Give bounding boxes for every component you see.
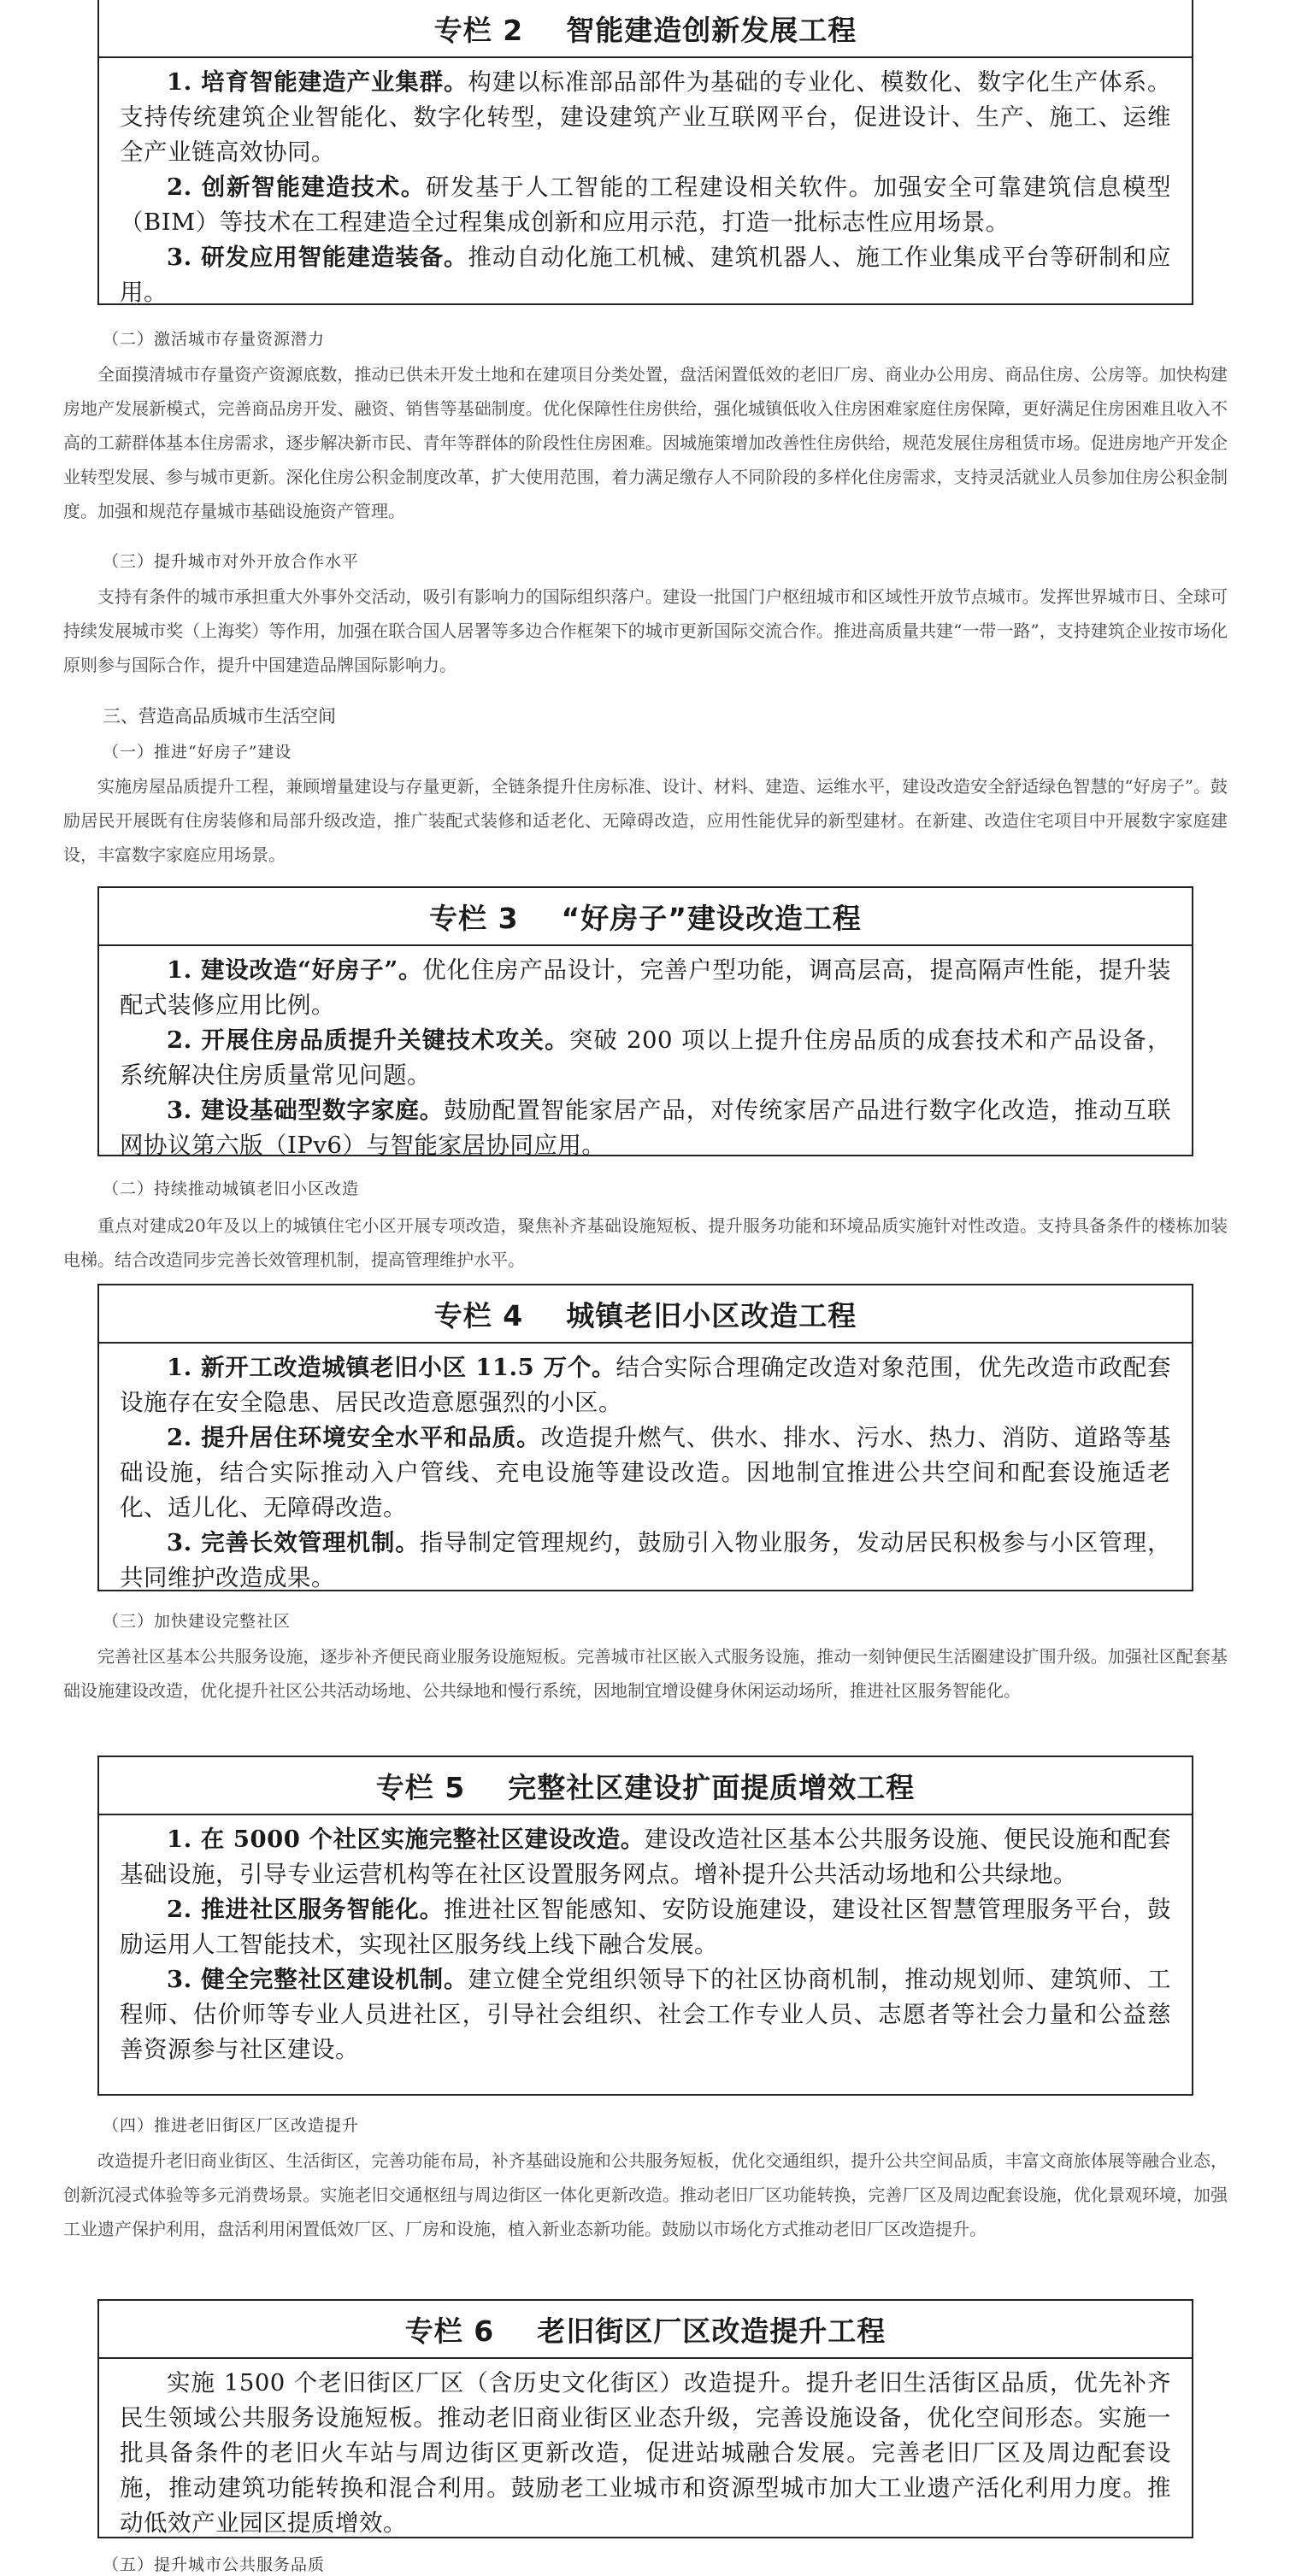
subsection-heading: （四）推进老旧街区厂区改造提升: [103, 2116, 360, 2135]
body-paragraph: 完善社区基本公共服务设施，逐步补齐便民商业服务设施短板。完善城市社区嵌入式服务设施，推动一刻钟便民生活圈建设扩围升级。加强社区配套基础设施建设改造，优化提升社区公共活动场地、公共绿地和慢行系统，因地制宜增设健身休闲运动场所，推进社区服务智能化。: [63, 1646, 1228, 1701]
body-paragraph: 支持有条件的城市承担重大外事外交活动，吸引有影响力的国际组织落户。建设一批国门户枢纽城市和区域性开放节点城市。发挥世界城市日、全球可持续发展城市奖（上海奖）等作用，加强在联合国人居署等多边合作框架下的城市更新国际交流合作。推进高质量共建“一带一路”，支持建筑企业按市场化原则参与国际合作，提升中国建造品牌国际影响力。: [63, 586, 1228, 675]
feature-box-2: [97, 0, 1193, 305]
box-title: 专栏 5 完整社区建设扩面提质增效工程: [99, 1757, 1192, 1815]
box-title: 专栏 4 城镇老旧小区改造工程: [99, 1285, 1192, 1344]
box-body: [99, 1344, 1192, 1604]
body-paragraph: 改造提升老旧商业街区、生活街区，完善功能布局，补齐基础设施和公共服务短板，优化交通组织，提升公共空间品质，丰富文商旅体展等融合业态，创新沉浸式体验等多元消费场景。实施老旧交通枢纽与周边街区一体化更新改造。推动老旧厂区功能转换，完善厂区及周边配套设施，优化景观环境，加强工业遗产保护利用，盘活利用闲置低效厂区、厂房和设施，植入新业态新功能。鼓励以市场化方式推动老旧厂区改造提升。: [63, 2150, 1228, 2239]
box-item: 实施 1500 个老旧街区厂区（含历史文化街区）改造提升。提升老旧生活街区品质，优先补齐民生领域公共服务设施短板。推动老旧商业街区业态升级，完善设施设备，优化空间形态。实施一批具备条件的老旧火车站与周边街区更新改造，促进站城融合发展。完善老旧厂区及周边配套设施，推动建筑功能转换和混合利用。鼓励老工业城市和资源型城市加大工业遗产活化利用力度。推动低效产业园区提质增效。: [120, 2369, 1171, 2537]
feature-box-5: [97, 1756, 1193, 2096]
box-item: 2. 推进社区服务智能化。推进社区智能感知、安防设施建设，建设社区智慧管理服务平台，鼓励运用人工智能技术，实现社区服务线上线下融合发展。: [120, 1896, 1171, 1958]
box-body: [99, 2359, 1192, 2550]
box-item: 3. 健全完整社区建设机制。建立健全党组织领导下的社区协商机制，推动规划师、建筑师、工程师、估价师等专业人员进社区，引导社会组织、社会工作专业人员、志愿者等社会力量和公益慈善资源参与社区建设。: [120, 1966, 1171, 2063]
box-item: 1. 新开工改造城镇老旧小区 11.5 万个。结合实际合理确定改造对象范围，优先改造市政配套设施存在安全隐患、居民改造意愿强烈的小区。: [120, 1354, 1171, 1416]
body-paragraph: 全面摸清城市存量资产资源底数，推动已供未开发土地和在建项目分类处置，盘活闲置低效的老旧厂房、商业办公用房、商品住房、公房等。加快构建房地产发展新模式，完善商品房开发、融资、销售等基础制度。优化保障性住房供给，强化城镇低收入住房困难家庭住房保障，更好满足住房困难且收入不高的工薪群体基本住房需求，逐步解决新市民、青年等群体的阶段性住房困难。因城施策增加改善性住房供给，规范发展住房租赁市场。促进房地产开发企业转型发展、参与城市更新。深化住房公积金制度改革，扩大使用范围，着力满足缴存人不同阶段的多样化住房需求，支持灵活就业人员参加住房公积金制度。加强和规范存量城市基础设施资产管理。: [63, 364, 1228, 521]
body-paragraph: 实施房屋品质提升工程，兼顾增量建设与存量更新，全链条提升住房标准、设计、材料、建造、运维水平，建设改造安全舒适绿色智慧的“好房子”。鼓励居民开展既有住房装修和局部升级改造，推广装配式装修和适老化、无障碍改造，应用性能优异的新型建材。在新建、改造住宅项目中开展数字家庭建设，丰富数字家庭应用场景。: [63, 776, 1228, 865]
box-item: 3. 研发应用智能建造装备。推动自动化施工机械、建筑机器人、施工作业集成平台等研制和应用。: [120, 244, 1171, 306]
box-item: 1. 建设改造“好房子”。优化住房产品设计，完善户型功能，调高层高，提高隔声性能，提升装配式装修应用比例。: [120, 956, 1172, 1019]
subsection-heading: （一）推进“好房子”建设: [103, 743, 292, 762]
box-body: [99, 1815, 1192, 2076]
box-item: 1. 在 5000 个社区实施完整社区建设改造。建设改造社区基本公共服务设施、便民设施和配套基础设施，引导专业运营机构等在社区设置服务网点。增补提升公共活动场地和公共绿地。: [120, 1826, 1172, 1888]
box-body: [99, 58, 1192, 319]
box-item: 3. 建设基础型数字家庭。鼓励配置智能家居产品，对传统家居产品进行数字化改造，推动互联网协议第六版（IPv6）与智能家居协同应用。: [120, 1097, 1171, 1159]
box-title: 专栏 3 “好房子”建设改造工程: [99, 888, 1192, 946]
feature-box-3: [97, 886, 1193, 1159]
box-item: 1. 培育智能建造产业集群。构建以标准部品部件为基础的专业化、模数化、数字化生产体系。支持传统建筑企业智能化、数字化转型，建设建筑产业互联网平台，促进设计、生产、施工、运维全产业链高效协同。: [120, 68, 1171, 166]
feature-box-4: [97, 1284, 1193, 1591]
feature-box-6: [97, 2299, 1193, 2538]
subsection-heading: （二）持续推动城镇老旧小区改造: [103, 1179, 360, 1198]
box-item: 3. 完善长效管理机制。指导制定管理规约，鼓励引入物业服务，发动居民积极参与小区管理，共同维护改造成果。: [120, 1529, 1171, 1591]
box-title: 专栏 2 智能建造创新发展工程: [99, 0, 1192, 58]
subsection-heading: （三）加快建设完整社区: [103, 1612, 292, 1631]
box-item: 2. 开展住房品质提升关键技术攻关。突破 200 项以上提升住房品质的成套技术和产品设备，系统解决住房质量常见问题。: [120, 1026, 1171, 1089]
subsection-heading: （二）激活城市存量资源潜力: [103, 330, 326, 349]
box-item: 2. 创新智能建造技术。研发基于人工智能的工程建设相关软件。加强安全可靠建筑信息模型（BIM）等技术在工程建造全过程集成创新和应用示范，打造一批标志性应用场景。: [120, 173, 1171, 236]
subsection-heading: （五）提升城市公共服务品质: [103, 2555, 326, 2574]
body-paragraph: 重点对建成20年及以上的城镇住宅小区开展专项改造，聚焦补齐基础设施短板、提升服务功能和环境品质实施针对性改造。支持具备条件的楼栋加装电梯。结合改造同步完善长效管理机制，提高管理维护水平。: [63, 1215, 1228, 1270]
subsection-heading: （三）提升城市对外开放合作水平: [103, 552, 360, 571]
box-item: 2. 提升居住环境安全水平和品质。改造提升燃气、供水、排水、污水、热力、消防、道路等基础设施，结合实际推动入户管线、充电设施等建设改造。因地制宜推进公共空间和配套设施适老化、适儿化、无障碍改造。: [120, 1424, 1172, 1521]
section-heading: 三、营造高品质城市生活空间: [103, 706, 336, 726]
box-body: [99, 946, 1192, 1172]
box-title: 专栏 6 老旧街区厂区改造提升工程: [99, 2301, 1192, 2359]
